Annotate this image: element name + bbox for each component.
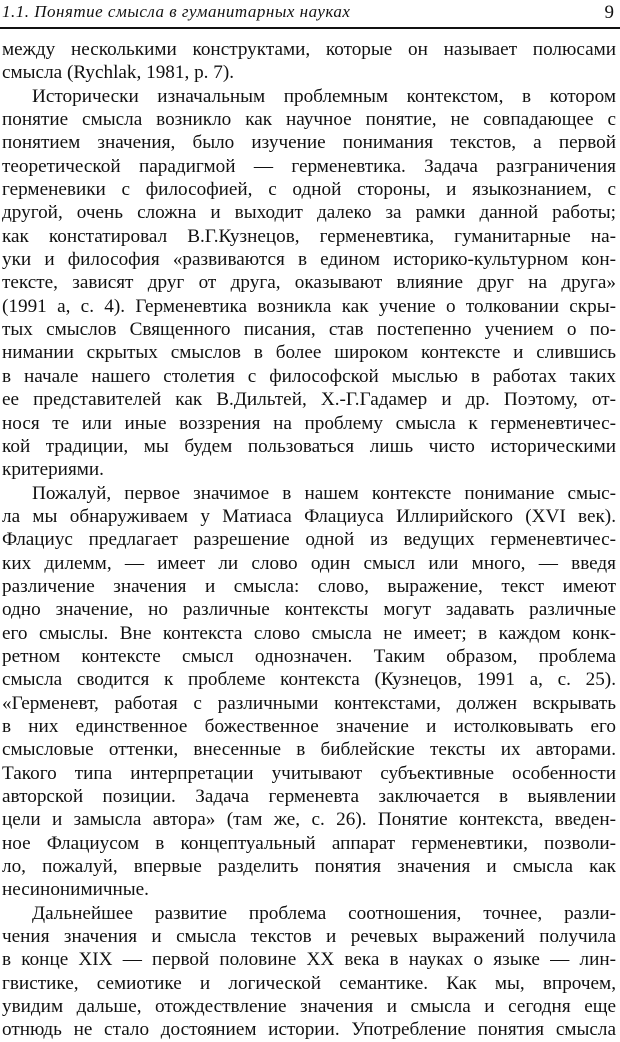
- text-line: между несколькими конструктами, которые он называет полюсами: [2, 39, 616, 60]
- text-line: увидим дальше, отождествление значения и смысла и сегодня еще: [2, 996, 616, 1018]
- text-line: герменевики с философией, с одной стороны, и языкознанием, с: [2, 179, 616, 201]
- text-line: тексте, зависят друг от друга, оказывают влияние друг на друга»: [2, 272, 616, 294]
- running-head: 1.1. Понятие смысла в гуманитарных науках: [2, 2, 351, 21]
- text-line: несинонимичные.: [2, 879, 149, 901]
- text-line: теоретической парадигмой — герменевтика. Задача разграничения: [2, 155, 616, 177]
- text-line: смысловые оттенки, внесенные в библейские тексты их авторами.: [2, 739, 616, 761]
- text-line: ла мы обнаруживаем у Матиаса Флациуса Иллирийского (XVI век).: [2, 505, 616, 527]
- text-line: Дальнейшее развитие проблема соотношения, точнее, разли-: [32, 902, 616, 924]
- text-line: понятием значения, было изучение понимания текстов, а первой: [2, 132, 616, 154]
- text-line: в начале нашего столетия с философской мыслью в работах таких: [2, 365, 616, 387]
- text-line: нося те или иные воззрения на проблему смысла к герменевтичес-: [2, 412, 616, 434]
- text-line: Такого типа интерпретации учитывают субъективные особенности: [2, 762, 616, 784]
- text-line: смысла (Rychlak, 1981, p. 7).: [2, 62, 235, 84]
- text-line: ло, пожалуй, впервые разделить понятия значения и смысла как: [2, 856, 616, 878]
- text-line: в них единственное божественное значение и истолковывать его: [2, 715, 616, 737]
- text-line: Флациус предлагает разрешение одной из ведущих герменевтичес-: [2, 529, 616, 551]
- text-line: ее представителей как В.Дильтей, Х.-Г.Гадамер и др. Поэтому, от-: [2, 389, 616, 411]
- text-line: цели и замысла автора» (там же, с. 26). Понятие контекста, введен-: [2, 809, 616, 831]
- text-line: понятие смысла возникло как научное понятие, не совпадающее с: [2, 109, 616, 131]
- text-line: Исторически изначальным проблемным контекстом, в котором: [32, 85, 616, 107]
- text-line: одно значение, но различные контексты могут задавать различные: [2, 599, 616, 621]
- text-line: Пожалуй, первое значимое в нашем контексте понимание смыс-: [32, 482, 616, 504]
- text-line: смысла сводится к проблеме контекста (Кузнецов, 1991 а, с. 25).: [2, 669, 616, 691]
- text-line: «Герменевт, работая с различными контекстами, должен вскрывать: [2, 692, 616, 714]
- header-rule: [0, 27, 620, 29]
- body-text: [2, 38, 616, 1042]
- page-number: 9: [604, 2, 614, 23]
- page-header: [0, 0, 620, 28]
- text-line: в конце XIX — первой половине XX века в науках о языке — лин-: [2, 949, 616, 971]
- text-line: ное Флациусом в концептуальный аппарат герменевтики, позволи-: [2, 832, 616, 854]
- text-line: ретном контексте смысл однозначен. Таким образом, проблема: [2, 645, 616, 667]
- text-line: (1991 а, с. 4). Герменевтика возникла как учение о толковании скры-: [2, 295, 616, 317]
- text-line: уки и философия «развиваются в едином историко-культурном кон-: [2, 249, 616, 271]
- text-line: нимании скрытых смыслов в более широком контексте и слившись: [2, 342, 616, 364]
- text-line: критериями.: [2, 459, 104, 481]
- text-line: гвистике, семиотике и логической семантике. Как мы, впрочем,: [2, 972, 616, 994]
- text-line: авторской позиции. Задача герменевта заключается в выявлении: [2, 786, 616, 807]
- text-line: чения значения и смысла текстов и речевых выражений получила: [2, 926, 616, 948]
- text-line: его смыслы. Вне контекста слово смысла не имеет; в каждом конк-: [2, 622, 616, 644]
- text-line: другой, очень сложна и выходит далеко за рамки данной работы;: [2, 202, 616, 224]
- text-line: кой традиции, мы будем пользоваться лишь чисто историческими: [2, 435, 616, 457]
- text-line: отнюдь не стало достоянием истории. Употребление понятия смысла: [2, 1019, 616, 1041]
- text-line: ких дилемм, — имеет ли слово один смысл или много, — введя: [2, 552, 616, 574]
- text-line: различение значения и смысла: слово, выражение, текст имеют: [2, 575, 616, 597]
- text-line: как констатировал В.Г.Кузнецов, герменевтика, гуманитарные на-: [2, 225, 616, 247]
- text-line: тых смыслов Священного писания, став постепенно учением о по-: [2, 319, 616, 341]
